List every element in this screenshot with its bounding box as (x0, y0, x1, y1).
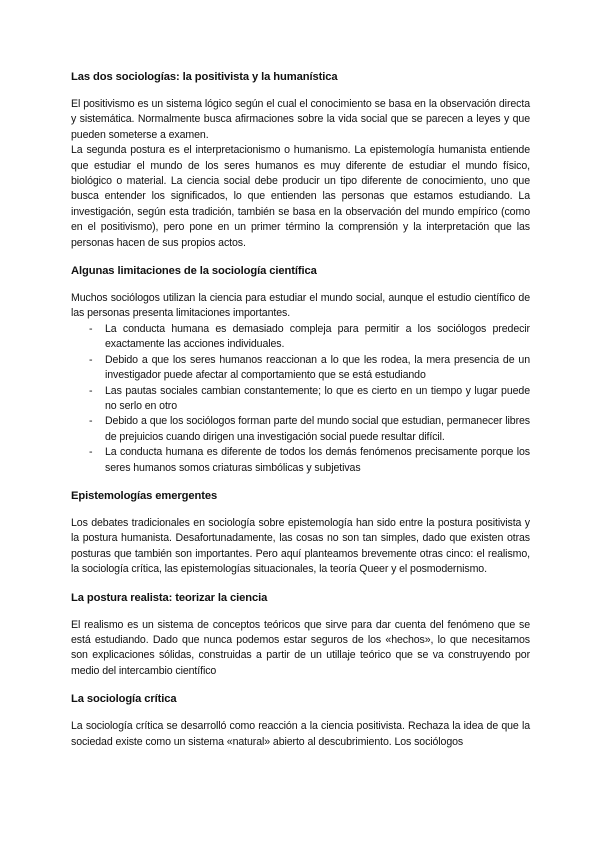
list-item (71, 414, 530, 445)
paragraph-critical-sociology: La sociología crítica se desarrolló como reacción a la ciencia positivista. Rechaza la idea de que la sociedad existe como un sistema «natural» abierto al descubrimiento. Los sociólogos (71, 720, 530, 748)
heading-limitations: Algunas limitaciones de la sociología científica (71, 265, 317, 278)
paragraph-emerging-epistemologies: Los debates tradicionales en sociología sobre epistemología han sido entre la postura positivista y la postura humanista. Desafortunadamente, las cosas no son tan simples, dado que existen otras posturas que también son importantes. Pero aquí planteamos brevemente otras cinco: el realismo, la sociología crítica, las epistemologías situacionales, la teoría Queer y el posmodernismo. (71, 516, 530, 576)
list-item (71, 353, 530, 384)
bullet-dash: - (89, 446, 93, 459)
paragraph-realism: El realismo es un sistema de conceptos teóricos que sirve para dar cuenta del fenómeno que se está estudiando. Dado que nunca podemos estar seguros de los «hechos», lo que necesitamos son explicaciones sólidas, construidas a partir de un utillaje teórico que se va construyendo por medio del intercambio científico (71, 618, 530, 677)
list-item (71, 445, 530, 476)
bullet-dash: - (89, 322, 93, 335)
heading-emerging-epistemologies: Epistemologías emergentes (71, 489, 218, 502)
paragraph-humanism: La segunda postura es el interpretacionismo o humanismo. La epistemología humanista entiende que estudiar el mundo de los seres humanos es muy diferente de estudiar el mundo físico, biológico o material. La ciencia social debe producir un tipo diferente de conocimiento, uno que busca entender los significados, lo que entienden las personas que estamos estudiando. La investigación, según esta tradición, también se basa en la observación del mundo empírico (como en el positivismo), pero pone en un primer término la comprensión y la interpretación que las personas hacen de sus propios actos. (71, 144, 530, 249)
heading-two-sociologies: Las dos sociologías: la positivista y la humanística (71, 71, 338, 83)
list-item (71, 384, 530, 415)
list-item-text: Las pautas sociales cambian constantemente; lo que es cierto en un tiempo y lugar puede no serlo en otro (105, 384, 530, 412)
limitations-list (71, 322, 530, 476)
list-item-text: La conducta humana es demasiado compleja para permitir a los sociólogos predecir exactamente las acciones individuales. (105, 322, 530, 351)
heading-critical-sociology: La sociología crítica (71, 693, 177, 706)
paragraph-positivism: El positivismo es un sistema lógico según el cual el conocimiento se basa en la observación directa y sistemática. Normalmente busca afirmaciones sobre la vida social que se parecen a leyes y que pueden someterse a examen. (71, 98, 530, 141)
bullet-dash: - (89, 353, 93, 366)
list-item (71, 322, 530, 353)
bullet-dash: - (89, 384, 93, 397)
list-item-text: Debido a que los seres humanos reaccionan a lo que les rodea, la mera presencia de un investigador puede afectar al comportamiento que se está estudiando (105, 353, 530, 382)
heading-realist-stance: La postura realista: teorizar la ciencia (71, 591, 268, 604)
list-item-text: Debido a que los sociólogos forman parte del mundo social que estudian, permanecer libres de prejuicios cuando dirigen una investigación social puede resultar difícil. (105, 415, 530, 443)
paragraph-limitations-intro: Muchos sociólogos utilizan la ciencia para estudiar el mundo social, aunque el estudio científico de las personas presenta limitaciones importantes. (71, 292, 530, 320)
list-item-text: La conducta humana es diferente de todos los demás fenómenos precisamente porque los seres humanos somos criaturas simbólicas y subjetivas (105, 446, 530, 474)
bullet-dash: - (89, 415, 93, 428)
